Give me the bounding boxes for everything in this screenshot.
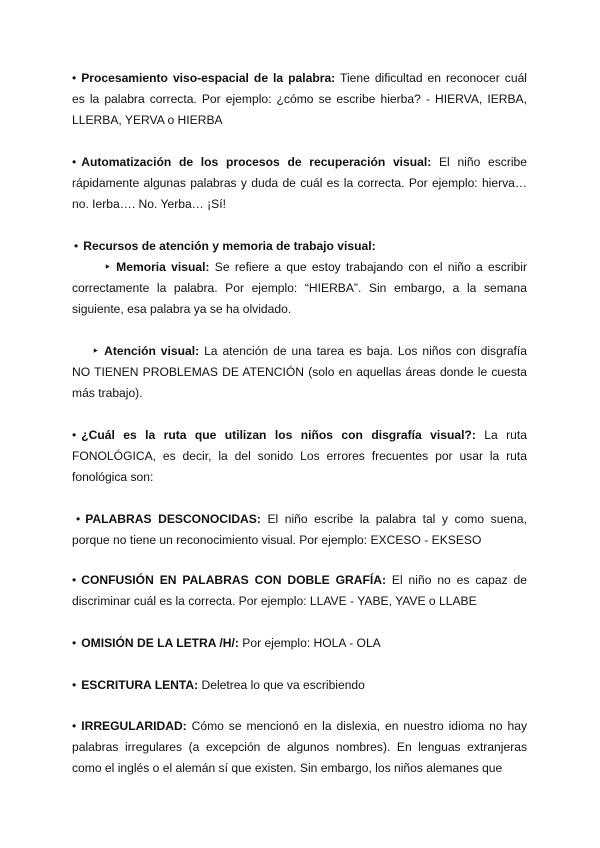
bullet-icon: • [72, 155, 77, 169]
paragraph-text: Se refiere a que estoy trabajando con el niño a escribir correctamente la palabra. Por ejemplo: “HIERBA”. Sin embargo, a la semana siguiente, esa palabra ya se ha olvidado. [72, 260, 527, 316]
bullet-icon: • [76, 512, 81, 526]
paragraph-memoria-visual [72, 257, 527, 320]
paragraph-heading: CONFUSIÓN EN PALABRAS CON DOBLE GRAFÍA: [81, 573, 386, 587]
paragraph-escritura-lenta [72, 675, 527, 696]
paragraph-text: La atención de una tarea es baja. Los niños con disgrafía NO TIENEN PROBLEMAS DE ATENCIÓN (solo en aquellas áreas donde le cuesta más trabajo). [72, 344, 527, 400]
paragraph-heading: PALABRAS DESCONOCIDAS: [85, 512, 261, 526]
paragraph-text: El niño escribe la palabra tal y como suena, porque no tiene un reconocimiento visual. Por ejemplo: EXCESO - EKSESO [72, 512, 527, 547]
paragraph-heading: ¿Cuál es la ruta que utilizan los niños con disgrafía visual?: [81, 428, 476, 442]
paragraph-text: El niño escribe rápidamente algunas palabras y duda de cuál es la correcta. Por ejemplo: hierva… no. Ierba…. No. Yerba… ¡Sí! [72, 155, 528, 211]
paragraph-automatizacion [72, 152, 527, 215]
paragraph-palabras-desconocidas [72, 509, 527, 551]
paragraph-omision-h [72, 633, 527, 654]
bullet-icon: • [72, 428, 77, 442]
paragraph-heading: ESCRITURA LENTA: [81, 678, 199, 692]
paragraph-recursos [74, 236, 529, 257]
paragraph-ruta [72, 425, 527, 488]
paragraph-heading: Atención visual: [104, 344, 200, 358]
sub-bullet-icon: ‣ [92, 344, 100, 358]
paragraph-text: El niño no es capaz de discriminar cuál es la correcta. Por ejemplo: LLAVE - YABE, YAVE o LLABE [72, 573, 527, 608]
bullet-icon: • [72, 71, 77, 85]
paragraph-heading: Recursos de atención y memoria de trabajo visual: [83, 239, 376, 253]
bullet-icon: • [72, 719, 77, 733]
bullet-icon: • [72, 636, 77, 650]
paragraph-doble-grafia [72, 570, 527, 612]
paragraph-irregularidad [72, 716, 527, 779]
paragraph-text: Cómo se mencionó en la dislexia, en nuestro idioma no hay palabras irregulares (a excepción de algunos nombres). En lenguas extranjeras como el inglés o el alemán sí que existen. Sin embargo, los niños alemanes que [72, 719, 527, 775]
paragraph-text: Tiene dificultad en reconocer cuál es la palabra correcta. Por ejemplo: ¿cómo se escribe hierba? - HIERVA, IERBA, LLERBA, YERVA o HIERBA [72, 71, 527, 127]
paragraph-heading: Automatización de los procesos de recuperación visual: [81, 155, 432, 169]
sub-bullet-icon: ‣ [104, 260, 112, 274]
paragraph-text: Deletrea lo que va escribiendo [201, 678, 365, 692]
bullet-icon: • [72, 573, 77, 587]
paragraph-heading: IRREGULARIDAD: [81, 719, 187, 733]
paragraph-text: La ruta FONOLÓGICA, es decir, la del sonido Los errores frecuentes por usar la ruta fonológica son: [72, 428, 527, 484]
paragraph-atencion-visual [72, 341, 527, 404]
paragraph-heading: Procesamiento viso-espacial de la palabra: [81, 71, 336, 85]
bullet-icon: • [72, 678, 77, 692]
paragraph-heading: OMISIÓN DE LA LETRA /H/: [81, 636, 239, 650]
paragraph-heading: Memoria visual: [116, 260, 210, 274]
paragraph-text: Por ejemplo: HOLA - OLA [242, 636, 381, 650]
paragraph-viso-espacial [72, 68, 527, 131]
bullet-icon: • [74, 239, 79, 253]
